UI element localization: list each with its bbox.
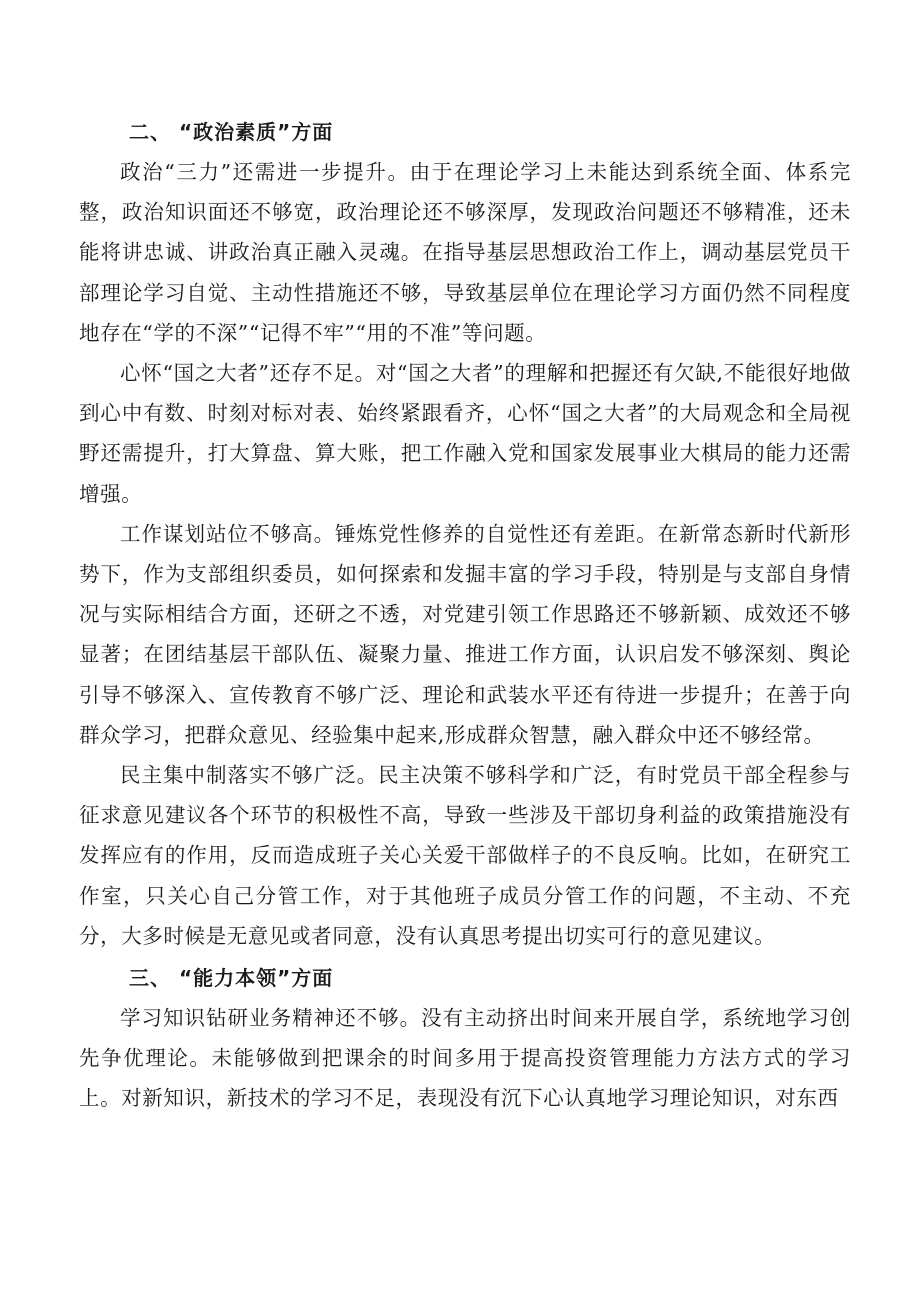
paragraph: 工作谋划站位不够高。锤炼党性修养的自觉性还有差距。在新常态新时代新形势下，作为支部组织委员，如何探索和发掘丰富的学习手段，特别是与支部自身情况与实际相结合方面，还研之不透，对党建引领工作思路还不够新颖、成效还不够显著；在团结基层干部队伍、凝聚力量、推进工作方面，认识启发不够深刻、舆论引导不够深入、宣传教育不够广泛、理论和武装水平还有待进一步提升；在善于向群众学习，把群众意见、经验集中起来,形成群众智慧，融入群众中还不够经常。 xyxy=(79,521,851,747)
paragraph: 心怀“国之大者”还存不足。对“国之大者”的理解和把握还有欠缺,不能很好地做到心中有数、时刻对标对表、始终紧跟看齐，心怀“国之大者”的大局观念和全局视野还需提升，打大算盘、算大账，把工作融入党和国家发展事业大棋局的能力还需增强。 xyxy=(79,361,851,506)
document-body xyxy=(79,112,851,1119)
section-ability xyxy=(79,958,851,1119)
section-heading: 二、 “政治素质”方面 xyxy=(129,120,334,144)
section-heading: 三、 “能力本领”方面 xyxy=(129,966,334,991)
section-political-quality xyxy=(79,112,851,956)
paragraph: 民主集中制落实不够广泛。民主决策不够科学和广泛，有时党员干部全程参与征求意见建议各个环节的积极性不高，导致一些涉及干部切身利益的政策措施没有发挥应有的作用，反而造成班子关心关爱干部做样子的不良反响。比如，在研究工作室，只关心自己分管工作，对于其他班子成员分管工作的问题，不主动、不充分，大多时候是无意见或者同意，没有认真思考提出切实可行的意见建议。 xyxy=(79,763,851,948)
paragraph: 政治“三力”还需进一步提升。由于在理论学习上未能达到系统全面、体系完整，政治知识面还不够宽，政治理论还不够深厚，发现政治问题还不够精准，还未能将讲忠诚、讲政治真正融入灵魂。在指导基层思想政治工作上，调动基层党员干部理论学习自觉、主动性措施还不够，导致基层单位在理论学习方面仍然不同程度地存在“学的不深”“记得不牢”“用的不准”等问题。 xyxy=(79,160,851,345)
paragraph: 学习知识钻研业务精神还不够。没有主动挤出时间来开展自学，系统地学习创先争优理论。未能够做到把课余的时间多用于提高投资管理能力方法方式的学习上。对新知识，新技术的学习不足，表现没有沉下心认真地学习理论知识，对东西 xyxy=(79,1006,851,1111)
